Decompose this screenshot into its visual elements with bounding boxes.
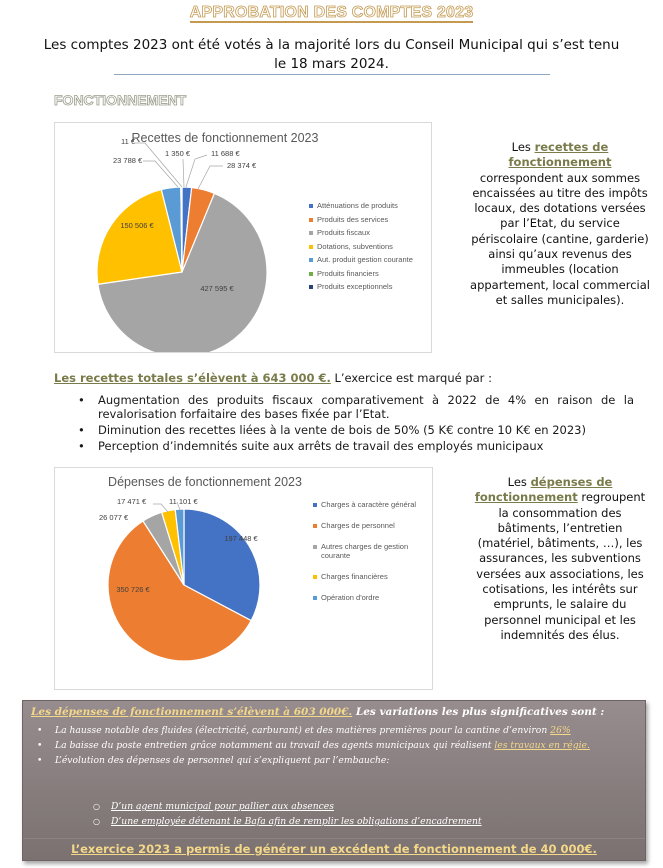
legend-item: Produits financiers xyxy=(309,269,429,278)
legend-item: Autres charges de gestion courante xyxy=(313,542,428,560)
legend-item: Opération d'ordre xyxy=(313,593,428,602)
legend-item: Atténuations de produits xyxy=(309,201,429,210)
legend-swatch-icon xyxy=(309,218,313,222)
legend-swatch-icon xyxy=(313,545,317,549)
data-label: 197 448 € xyxy=(224,534,258,543)
legend-swatch-icon xyxy=(313,596,317,600)
recettes-chart xyxy=(54,122,432,353)
recettes-link: recettes de fonctionnement xyxy=(508,140,612,170)
legend-swatch-icon xyxy=(309,231,313,235)
depenses-pie xyxy=(55,468,305,689)
data-label: 26 077 € xyxy=(99,513,129,522)
recettes-pie xyxy=(55,123,305,352)
panel-sub-bullets xyxy=(93,799,633,829)
legend-swatch-icon xyxy=(313,575,317,579)
legend-item: Aut. produit gestion courante xyxy=(309,255,429,264)
legend-item: Dotations, subventions xyxy=(309,242,429,251)
page-title: APPROBATION DES COMPTES 2023 xyxy=(189,4,474,21)
legend-swatch-icon xyxy=(309,272,313,276)
chart-title: Dépenses de fonctionnement 2023 xyxy=(108,475,302,489)
depenses-description: Les dépenses de fonctionnement regroupent la consommation des bâtiments, l’entretien (matériel, bâtiments, …), les assurances, les subventions versées aux associations, les cotisations, les intérêts sur emprunts, le salaire du personnel municipal et les indemnités des élus. xyxy=(474,475,646,642)
depenses-legend xyxy=(313,500,428,614)
legend-swatch-icon xyxy=(309,204,313,208)
legend-item: Produits fiscaux xyxy=(309,228,429,237)
recettes-total: Les recettes totales s’élèvent à 643 000 €. L’exercice est marqué par : xyxy=(54,371,492,385)
list-item: • La baisse du poste entretien grâce notamment au travail des agents municipaux qui réalisent les travaux en régie. xyxy=(31,738,641,753)
data-label: 28 374 € xyxy=(227,161,257,170)
divider xyxy=(114,74,550,75)
data-label: 11 101 € xyxy=(169,497,198,506)
data-label: 11 € xyxy=(121,137,136,146)
legend-item: Produits exceptionnels xyxy=(309,282,429,291)
legend-swatch-icon xyxy=(309,258,313,262)
data-label: 23 788 € xyxy=(113,156,143,165)
legend-item: Charges de personnel xyxy=(313,521,428,530)
list-item: • La hausse notable des fluides (électricité, carburant) et des matières premières pour la cantine d’environ 26% xyxy=(31,723,641,738)
depenses-summary-panel xyxy=(22,700,646,861)
data-label: 350 726 € xyxy=(116,585,150,594)
list-item: ○ D’un agent municipal pour pallier aux absences xyxy=(93,799,633,814)
list-item: • Diminution des recettes liées à la vente de bois de 50% (5 K€ contre 10 K€ en 2023) xyxy=(74,423,634,437)
intro-text: Les comptes 2023 ont été votés à la majorité lors du Conseil Municipal qui s’est tenu le 18 mars 2024. xyxy=(43,37,620,72)
legend-swatch-icon xyxy=(313,503,317,507)
data-label: 427 595 € xyxy=(200,284,234,293)
legend-swatch-icon xyxy=(309,285,313,289)
list-item: • L’évolution des dépenses de personnel qui s’expliquent par l’embauche: xyxy=(31,753,641,768)
data-label: 1 350 € xyxy=(165,149,191,158)
legend-item: Charges financières xyxy=(313,572,428,581)
recettes-bullets xyxy=(74,393,634,455)
legend-swatch-icon xyxy=(309,245,313,249)
chart-title: Recettes de fonctionnement 2023 xyxy=(131,131,319,145)
section-title: FONCTIONNEMENT xyxy=(54,92,187,108)
legend-item: Charges à caractère général xyxy=(313,500,428,509)
legend-item: Produits des services xyxy=(309,215,429,224)
depenses-chart xyxy=(54,467,433,690)
recettes-description: Les recettes de fonctionnement correspondent aux sommes encaissées au titre des impôts locaux, des dotations versées par l’Etat, du service périscolaire (cantine, garderie) ainsi qu’aux revenus des immeubles (location appartement, local commercial et salles municipales). xyxy=(470,140,650,307)
recettes-legend xyxy=(309,201,429,296)
conclusion-text: L’exercice 2023 a permis de générer un excédent de fonctionnement de 40 000€. xyxy=(23,838,645,856)
data-label: 17 471 € xyxy=(117,497,147,506)
list-item: • Augmentation des produits fiscaux comparativement à 2022 de 4% en raison de la revalorisation forfaitaire des bases fixée par l’Etat. xyxy=(74,393,634,421)
list-item: ○ D’une employée détenant le Bafa afin de remplir les obligations d’encadrement xyxy=(93,814,633,829)
depenses-link: dépenses de fonctionnement xyxy=(474,475,613,505)
panel-heading: Les dépenses de fonctionnement s’élèvent à 603 000€. Les variations les plus significatives sont : xyxy=(31,706,605,718)
list-item: • Perception d’indemnités suite aux arrêts de travail des employés municipaux xyxy=(74,439,634,453)
data-label: 150 506 € xyxy=(120,221,154,230)
legend-swatch-icon xyxy=(313,524,317,528)
data-label: 11 688 € xyxy=(211,149,240,158)
panel-bullets xyxy=(31,723,641,768)
